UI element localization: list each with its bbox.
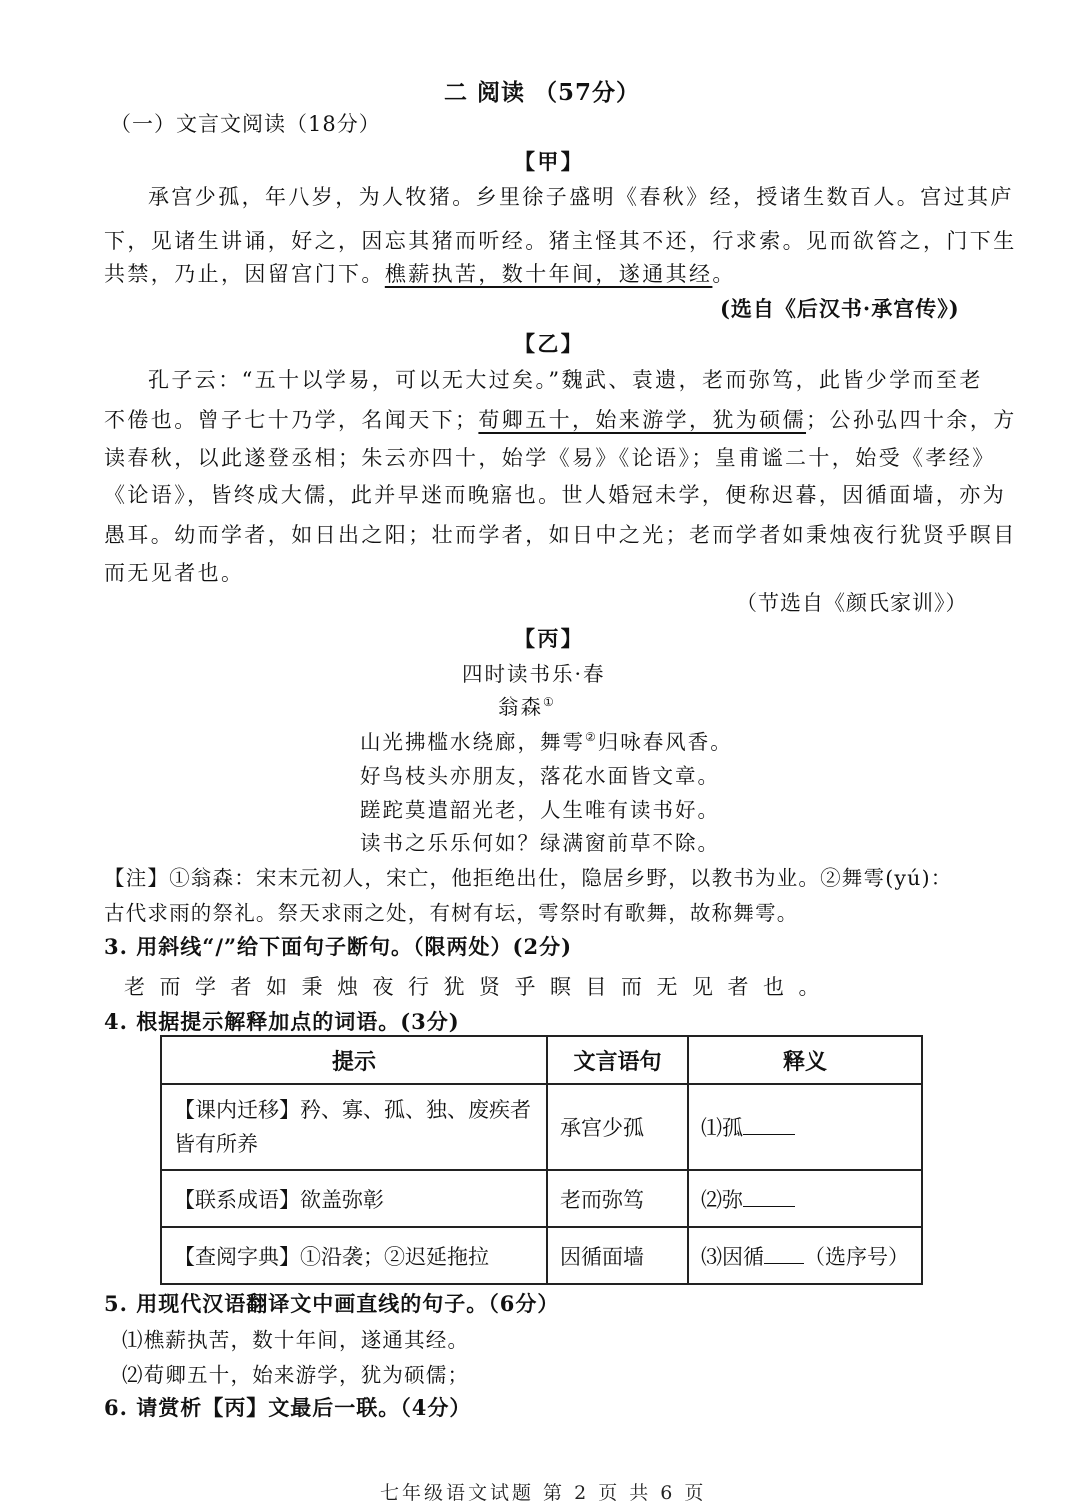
note-line: 【注】①翁森：宋末元初人，宋亡，他拒绝出仕，隐居乡野，以教书为业。②舞雩(yú)：: [104, 866, 953, 890]
author-name: 翁森: [498, 695, 543, 719]
passage-yi-source: （节选自《颜氏家训》）: [736, 591, 968, 615]
answer-blank[interactable]: [743, 1116, 795, 1135]
punctuation: 。: [712, 262, 736, 286]
poem-title: 四时读书乐·春: [462, 662, 606, 686]
question-3-sentence: 老而学者如秉烛夜行犹贤乎瞑目而无见者也。: [124, 975, 834, 999]
poem-text: 归咏春风香。: [597, 730, 733, 754]
passage-jia-line: 承宫少孤，年八岁，为人牧猪。乡里徐子盛明《春秋》经，授诸生数百人。宫过其庐: [148, 185, 1014, 209]
answer-label: ⑵弥: [701, 1187, 743, 1212]
passage-yi-text: 不倦也。曾子七十乃学，名闻天下；: [104, 408, 479, 432]
table-header: 提示: [161, 1036, 547, 1084]
underlined-sentence: 樵薪执苦，数十年间，遂通其经: [384, 262, 713, 286]
section-title: 二 阅读 （57分）: [444, 79, 641, 106]
passage-yi-text: ；公孙弘四十余，方: [806, 408, 1017, 432]
explanation-table: [160, 1035, 923, 1285]
hint-cell: 【查阅字典】①沿袭；②迟延拖拉: [161, 1227, 547, 1284]
answer-blank[interactable]: [743, 1188, 795, 1207]
table-row: [161, 1227, 922, 1284]
question-5-label: 5. 用现代汉语翻译文中画直线的句子。（6分）: [104, 1291, 560, 1316]
passage-yi-line: 而无见者也。: [104, 561, 245, 585]
table-header: 文言语句: [547, 1036, 688, 1084]
hint-cell: [161, 1084, 547, 1170]
table-header: 释义: [688, 1036, 922, 1084]
footnote-mark: ②: [585, 730, 598, 745]
passage-jia-line: [104, 258, 736, 288]
passage-yi-heading: 【乙】: [514, 331, 585, 356]
passage-jia-text: 共禁，乃止，因留宫门下。: [104, 262, 385, 286]
question-5-item: ⑴樵薪执苦，数十年间，遂通其经。: [122, 1328, 470, 1352]
poem-line: 读书之乐乐何如？绿满窗前草不除。: [360, 831, 720, 855]
question-5-item: ⑵荀卿五十，始来游学，犹为硕儒；: [122, 1363, 470, 1387]
hint-text: 【课内迁移】矜、寡、孤、独、废疾者皆有所养: [174, 1098, 531, 1156]
passage-yi-line: 孔子云：“五十以学易，可以无大过矣。”魏武、袁遗，老而弥笃，此皆少学而至老: [148, 368, 983, 392]
poem-line: 好鸟枝头亦朋友，落花水面皆文章。: [360, 764, 720, 788]
table-row: [161, 1170, 922, 1227]
poem-line: [360, 725, 733, 755]
poem-line: 蹉跎莫遣韶光老，人生唯有读书好。: [360, 798, 720, 822]
question-6-label: 6. 请赏析【丙】文最后一联。（4分）: [104, 1395, 472, 1420]
hint-cell: 【联系成语】欲盖弥彰: [161, 1170, 547, 1227]
answer-cell[interactable]: [688, 1084, 922, 1170]
answer-blank[interactable]: [764, 1245, 804, 1264]
question-3-label: 3. 用斜线“/”给下面句子断句。（限两处）(2分): [104, 934, 573, 959]
sentence-cell: 老而弥笃: [547, 1170, 688, 1227]
answer-cell[interactable]: [688, 1170, 922, 1227]
table-row: [161, 1084, 922, 1170]
answer-suffix: （选序号）: [804, 1244, 909, 1269]
table-header-row: [161, 1036, 922, 1084]
underlined-sentence: 荀卿五十，始来游学，犹为硕儒: [478, 408, 807, 432]
answer-label: ⑶因循: [701, 1244, 764, 1269]
answer-label: ⑴孤: [701, 1116, 743, 1140]
sentence-cell: 承宫少孤: [547, 1084, 688, 1170]
passage-yi-line: [104, 404, 1017, 434]
note-line: 古代求雨的祭礼。祭天求雨之处，有树有坛，雩祭时有歌舞，故称舞雩。: [104, 901, 799, 925]
poem-text: 山光拂槛水绕廊，舞雩: [360, 730, 585, 754]
passage-jia-line: 下，见诸生讲诵，好之，因忘其猪而听经。猪主怪其不还，行求索。见而欲笞之，门下生: [104, 229, 1017, 253]
passage-jia-heading: 【甲】: [514, 149, 585, 174]
footnote-mark: ①: [543, 695, 556, 710]
passage-jia-source: (选自《后汉书·承宫传》): [720, 296, 960, 321]
passage-yi-line: 愚耳。幼而学者，如日出之阳；壮而学者，如日中之光；老而学者如秉烛夜行犹贤乎瞑目: [104, 523, 1017, 547]
poem-author: [498, 690, 556, 720]
subsection-title: （一）文言文阅读（18分）: [110, 112, 381, 136]
question-4-label: 4. 根据提示解释加点的词语。(3分): [104, 1009, 460, 1034]
passage-yi-line: 读春秋，以此遂登丞相；朱云亦四十，始学《易》《论语》；皇甫谧二十，始受《孝经》: [104, 446, 996, 470]
passage-yi-line: 《论语》，皆终成大儒，此并早迷而晚寤也。世人婚冠未学，便称迟暮，因循面墙，亦为: [104, 483, 1007, 507]
passage-bing-heading: 【丙】: [514, 626, 585, 651]
answer-cell[interactable]: [688, 1227, 922, 1284]
page-footer: 七年级语文试题 第 2 页 共 6 页: [380, 1482, 707, 1504]
sentence-cell: 因循面墙: [547, 1227, 688, 1284]
